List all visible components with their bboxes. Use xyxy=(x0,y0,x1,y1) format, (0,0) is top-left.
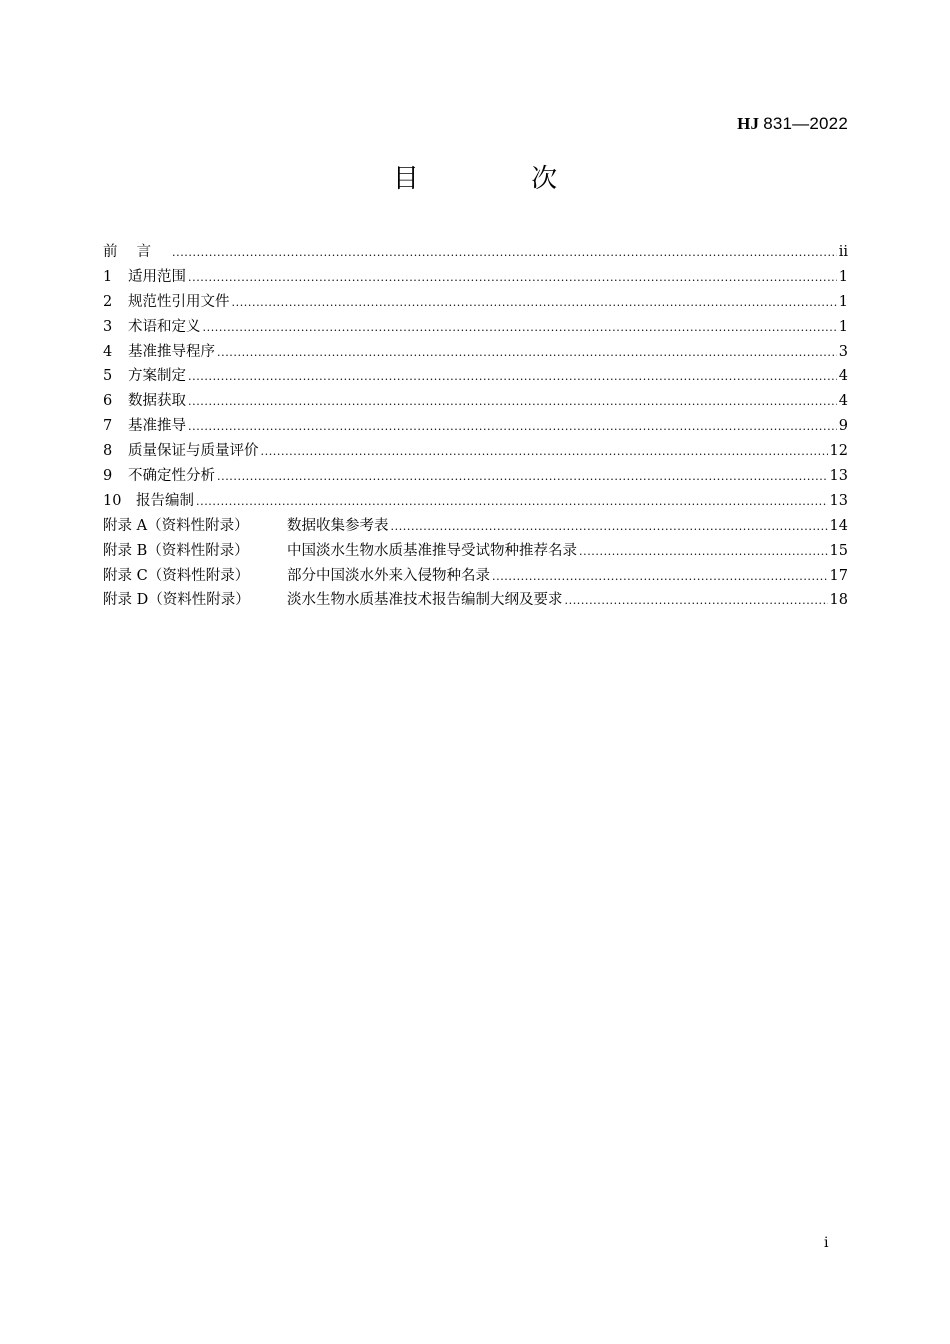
toc-leader xyxy=(172,241,837,266)
toc-entry-title: 基准推导程序 xyxy=(128,343,215,360)
toc-entry-page: 9 xyxy=(838,418,848,435)
toc-entry-number: 附录 C（资料性附录） xyxy=(103,567,250,584)
toc-entry-6[interactable] xyxy=(103,389,848,414)
toc-leader xyxy=(203,316,837,341)
toc-entry-number: 7 xyxy=(103,418,113,435)
toc-entry-page: 15 xyxy=(829,542,848,559)
toc-entry-page: 14 xyxy=(829,517,848,534)
toc-entry-page: 18 xyxy=(829,592,848,609)
toc-entry-foreword[interactable] xyxy=(103,240,848,265)
toc-entry-number: 附录 D（资料性附录） xyxy=(103,592,250,609)
toc-entry-appendix-d[interactable] xyxy=(103,588,848,613)
toc-entry-4[interactable] xyxy=(103,340,848,365)
toc-leader xyxy=(188,365,837,390)
toc-entry-5[interactable] xyxy=(103,364,848,389)
toc-entry-3[interactable] xyxy=(103,315,848,340)
toc-entry-10[interactable] xyxy=(103,489,848,514)
toc-entry-1[interactable] xyxy=(103,265,848,290)
toc-leader xyxy=(492,565,828,590)
toc-leader xyxy=(188,266,837,291)
toc-entry-number: 3 xyxy=(103,318,113,335)
toc-entry-page: 13 xyxy=(829,468,848,485)
toc-entry-number: 8 xyxy=(103,443,113,460)
toc-entry-number: 10 xyxy=(103,492,122,509)
table-of-contents xyxy=(103,240,848,613)
toc-entry-title: 不确定性分析 xyxy=(128,468,215,485)
toc-leader xyxy=(565,589,828,614)
toc-leader xyxy=(261,440,828,465)
toc-entry-page: 17 xyxy=(829,567,848,584)
toc-leader xyxy=(188,390,837,415)
toc-entry-number: 1 xyxy=(103,268,113,285)
toc-leader xyxy=(232,291,837,316)
toc-entry-number: 5 xyxy=(103,368,113,385)
toc-entry-title: 报告编制 xyxy=(136,492,194,509)
toc-entry-page: 4 xyxy=(838,368,848,385)
toc-entry-title: 术语和定义 xyxy=(128,318,201,335)
toc-entry-8[interactable] xyxy=(103,439,848,464)
toc-leader xyxy=(391,515,828,540)
toc-entry-page: 1 xyxy=(838,293,848,310)
toc-entry-appendix-b[interactable] xyxy=(103,539,848,564)
toc-entry-page: 1 xyxy=(838,318,848,335)
standard-code xyxy=(737,114,848,134)
toc-entry-title: 前言 xyxy=(103,244,170,260)
toc-leader xyxy=(579,540,828,565)
page-number: i xyxy=(824,1235,829,1251)
toc-entry-title: 淡水生物水质基准技术报告编制大纲及要求 xyxy=(287,592,563,609)
toc-entry-number: 附录 A（资料性附录） xyxy=(103,517,249,534)
toc-entry-number: 4 xyxy=(103,343,113,360)
toc-entry-page: 12 xyxy=(829,443,848,460)
toc-entry-page: 13 xyxy=(829,492,848,509)
toc-entry-7[interactable] xyxy=(103,414,848,439)
toc-entry-appendix-a[interactable] xyxy=(103,514,848,539)
toc-entry-9[interactable] xyxy=(103,464,848,489)
toc-entry-title: 数据获取 xyxy=(128,393,186,410)
toc-entry-title: 基准推导 xyxy=(128,418,186,435)
toc-leader xyxy=(196,490,828,515)
standard-prefix: HJ xyxy=(737,114,760,133)
toc-entry-title: 方案制定 xyxy=(128,368,186,385)
toc-entry-number: 2 xyxy=(103,293,113,310)
toc-entry-number: 9 xyxy=(103,468,113,485)
toc-leader xyxy=(188,415,837,440)
toc-leader xyxy=(217,465,828,490)
toc-entry-page: 4 xyxy=(838,393,848,410)
page-title: 目 次 xyxy=(392,164,610,194)
toc-entry-title: 数据收集参考表 xyxy=(287,517,389,534)
toc-leader xyxy=(217,341,837,366)
toc-entry-title: 规范性引用文件 xyxy=(128,293,230,310)
toc-entry-appendix-c[interactable] xyxy=(103,564,848,589)
toc-entry-title: 中国淡水生物水质基准推导受试物种推荐名录 xyxy=(287,542,577,559)
toc-entry-title: 适用范围 xyxy=(128,268,186,285)
toc-entry-number: 6 xyxy=(103,393,113,410)
toc-entry-title: 质量保证与质量评价 xyxy=(128,443,259,460)
standard-number: 831—2022 xyxy=(763,114,848,133)
toc-entry-page: ii xyxy=(838,244,848,260)
toc-entry-title: 部分中国淡水外来入侵物种名录 xyxy=(287,567,490,584)
toc-entry-page: 1 xyxy=(838,268,848,285)
toc-entry-2[interactable] xyxy=(103,290,848,315)
toc-entry-page: 3 xyxy=(838,343,848,360)
toc-entry-number: 附录 B（资料性附录） xyxy=(103,542,249,559)
